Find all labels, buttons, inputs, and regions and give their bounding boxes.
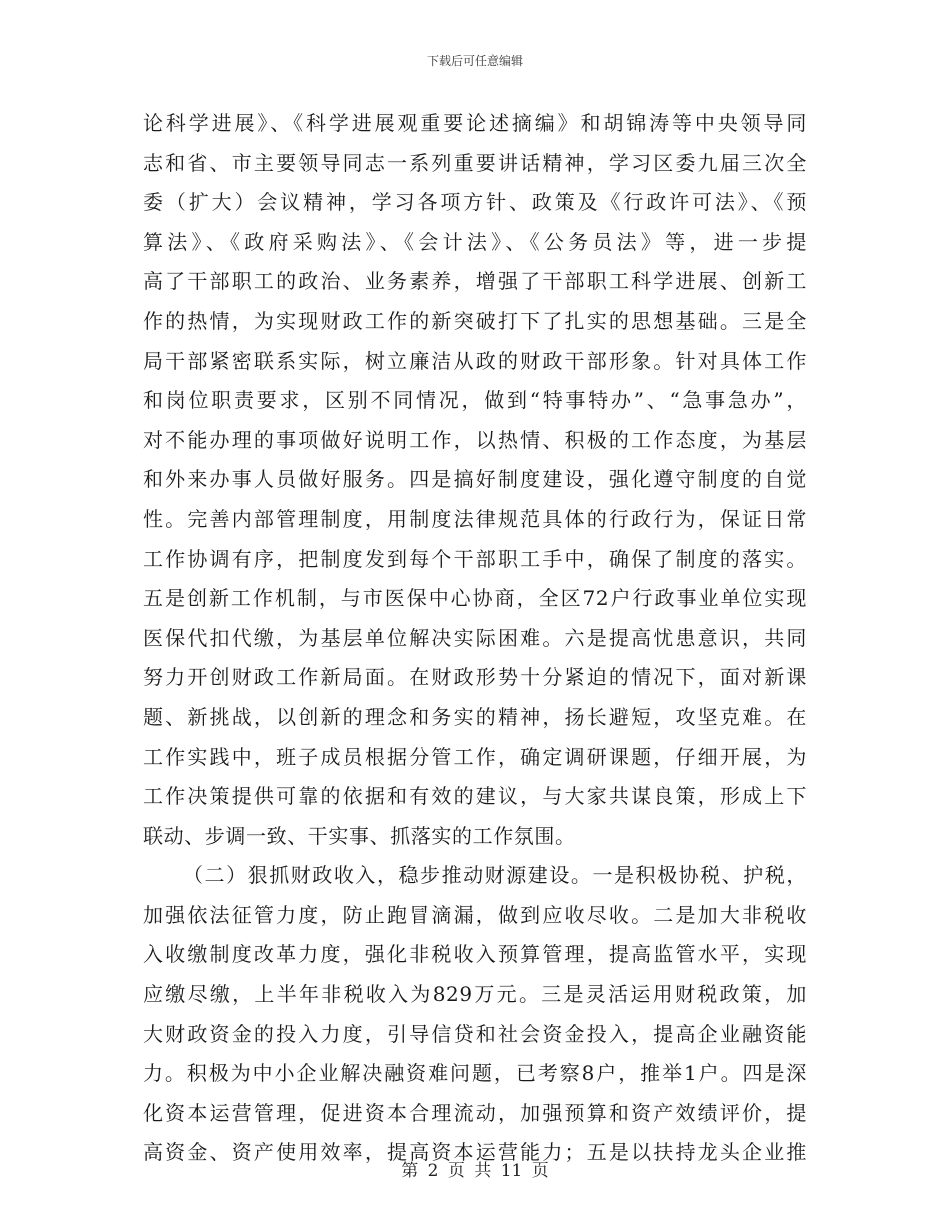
- text-line: 高了干部职工的政治、业务素养，增强了干部职工科学进展、创新工: [143, 269, 807, 294]
- text-line: 题、新挑战，以创新的理念和务实的精神，扬长避短，攻坚克难。在: [143, 704, 807, 729]
- text-line: 局干部紧密联系实际，树立廉洁从政的财政干部形象。针对具体工作: [143, 348, 807, 373]
- text-line: 医保代扣代缴，为基层单位解决实际困难。六是提高忧患意识，共同: [143, 625, 807, 650]
- text-line: 化资本运营管理，促进资本合理流动，加强预算和资产效绩评价，提: [143, 1100, 807, 1125]
- text-line: 算法》、《政府采购法》、《会计法》、《公务员法》等，进一步提: [143, 229, 807, 254]
- text-line: 入收缴制度改革力度，强化非税收入预算管理，提高监管水平，实现: [143, 942, 807, 967]
- text-line: 对不能办理的事项做好说明工作，以热情、积极的工作态度，为基层: [143, 427, 807, 452]
- text-line: 性。完善内部管理制度，用制度法律规范具体的行政行为，保证日常: [143, 506, 807, 531]
- text-line-paragraph-end: 联动、步调一致、干实事、抓落实的工作氛围。: [143, 823, 576, 848]
- text-line-section-heading: （二）狠抓财政收入，稳步推动财源建设。一是积极协税、护税，: [183, 863, 807, 888]
- text-line: 力。积极为中小企业解决融资难问题，已考察8户，推举1户。四是深: [143, 1061, 807, 1086]
- text-line: 大财政资金的投入力度，引导信贷和社会资金投入，提高企业融资能: [143, 1021, 807, 1046]
- text-line: 和岗位职责要求，区别不同情况，做到“特事特办”、“急事急办”，: [143, 388, 807, 413]
- page-number-footer: 第 2 页 共 11 页: [401, 1161, 549, 1181]
- text-line: 五是创新工作机制，与市医保中心协商，全区72户行政事业单位实现: [143, 586, 807, 611]
- text-line: 和外来办事人员做好服务。四是搞好制度建设，强化遵守制度的自觉: [143, 467, 807, 492]
- text-line: 论科学进展》、《科学进展观重要论述摘编》和胡锦涛等中央领导同: [143, 111, 807, 135]
- text-line: 委（扩大）会议精神，学习各项方针、政策及《行政许可法》、《预: [143, 190, 807, 215]
- text-line: 高资金、资产使用效率，提高资本运营能力；五是以扶持龙头企业推: [143, 1140, 807, 1165]
- text-line: 应缴尽缴，上半年非税收入为829万元。三是灵活运用财税政策，加: [143, 982, 807, 1007]
- text-line: 工作协调有序，把制度发到每个干部职工手中，确保了制度的落实。: [143, 546, 807, 571]
- page-header-note: 下载后可任意编辑: [426, 54, 523, 68]
- text-line: 努力开创财政工作新局面。在财政形势十分紧迫的情况下，面对新课: [143, 665, 807, 690]
- text-line: 工作实践中，班子成员根据分管工作，确定调研课题，仔细开展，为: [143, 744, 807, 769]
- text-line: 工作决策提供可靠的依据和有效的建议，与大家共谋良策，形成上下: [143, 784, 807, 809]
- text-line: 志和省、市主要领导同志一系列重要讲话精神，学习区委九届三次全: [143, 150, 807, 175]
- text-line: 加强依法征管力度，防止跑冒滴漏，做到应收尽收。二是加大非税收: [143, 902, 807, 927]
- document-body: [143, 104, 807, 1173]
- text-line: 作的热情，为实现财政工作的新突破打下了扎实的思想基础。三是全: [143, 308, 807, 333]
